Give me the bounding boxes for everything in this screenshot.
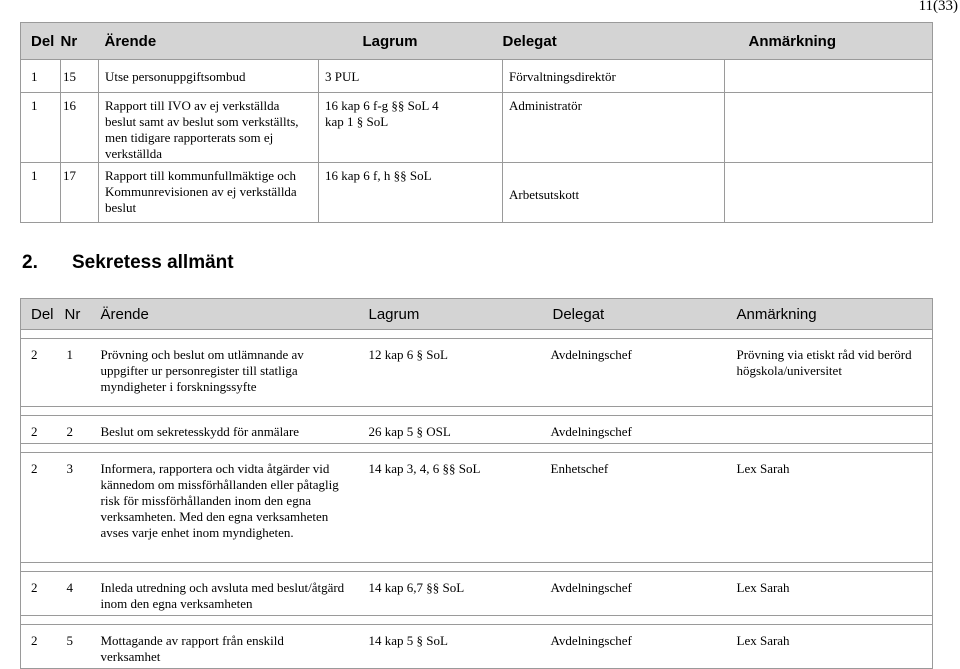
cell-arende: Prövning och beslut om utlämnande av uppgifter ur personregister till statliga myndigheter i forskningssyfte <box>101 339 369 407</box>
header-arende: Ärende <box>101 299 369 330</box>
table-header-row <box>21 23 933 60</box>
header-anmarkning: Anmärkning <box>725 23 933 60</box>
cell-anmarkning <box>725 163 933 223</box>
cell-del: 1 <box>21 93 61 163</box>
cell-delegat: Avdelningschef <box>551 416 737 444</box>
header-delegat: Delegat <box>551 299 737 330</box>
header-del: Del <box>21 299 61 330</box>
cell-del: 2 <box>21 339 61 407</box>
delegation-table-2 <box>20 298 933 669</box>
cell-nr: 17 <box>61 163 99 223</box>
cell-lagrum: 14 kap 5 § SoL <box>369 625 551 669</box>
cell-arende: Informera, rapportera och vidta åtgärder vid kännedom om missförhållanden eller påtaglig risk för missförhållanden inom den egna verksamheten. Med den egna verksamheten avses varje enhet inom myndigheten. <box>101 453 369 563</box>
table-row <box>21 60 933 93</box>
table-row <box>21 163 933 223</box>
cell-del: 2 <box>21 625 61 669</box>
cell-lagrum: 14 kap 3, 4, 6 §§ SoL <box>369 453 551 563</box>
cell-lagrum: 14 kap 6,7 §§ SoL <box>369 572 551 616</box>
header-lagrum: Lagrum <box>319 23 503 60</box>
table-header-row <box>21 299 933 330</box>
cell-anmarkning <box>737 416 933 444</box>
cell-nr: 2 <box>61 416 101 444</box>
section-number: 2. <box>22 252 38 273</box>
header-anmarkning: Anmärkning <box>737 299 933 330</box>
cell-anmarkning <box>725 93 933 163</box>
cell-nr: 3 <box>61 453 101 563</box>
table-row <box>21 416 933 444</box>
cell-nr: 16 <box>61 93 99 163</box>
page-number: 11(33) <box>918 0 958 14</box>
cell-delegat: Administratör <box>503 93 725 163</box>
cell-anmarkning: Lex Sarah <box>737 625 933 669</box>
cell-nr: 5 <box>61 625 101 669</box>
cell-arende: Rapport till IVO av ej verkställda beslut samt av beslut som verkställts, men tidigare rapporterats som ej verkställda <box>99 93 319 163</box>
cell-anmarkning: Lex Sarah <box>737 453 933 563</box>
cell-lagrum: 3 PUL <box>319 60 503 93</box>
table-row <box>21 453 933 563</box>
header-nr: Nr <box>61 23 99 60</box>
delegation-table-1 <box>20 22 933 223</box>
cell-del: 1 <box>21 60 61 93</box>
cell-arende: Beslut om sekretesskydd för anmälare <box>101 416 369 444</box>
table-row <box>21 93 933 163</box>
section-heading <box>22 252 234 274</box>
cell-delegat: Avdelningschef <box>551 339 737 407</box>
cell-arende: Inleda utredning och avsluta med beslut/åtgärd inom den egna verksamheten <box>101 572 369 616</box>
header-arende: Ärende <box>99 23 319 60</box>
section-title: Sekretess allmänt <box>72 252 234 273</box>
cell-lagrum: 16 kap 6 f, h §§ SoL <box>319 163 503 223</box>
cell-lagrum: 16 kap 6 f-g §§ SoL 4 kap 1 § SoL <box>319 93 503 163</box>
cell-lagrum: 26 kap 5 § OSL <box>369 416 551 444</box>
table-row <box>21 339 933 407</box>
header-lagrum: Lagrum <box>369 299 551 330</box>
cell-lagrum: 12 kap 6 § SoL <box>369 339 551 407</box>
cell-del: 2 <box>21 453 61 563</box>
header-nr: Nr <box>61 299 101 330</box>
cell-del: 2 <box>21 416 61 444</box>
header-del: Del <box>21 23 61 60</box>
cell-del: 2 <box>21 572 61 616</box>
cell-anmarkning: Lex Sarah <box>737 572 933 616</box>
cell-delegat: Avdelningschef <box>551 572 737 616</box>
cell-nr: 4 <box>61 572 101 616</box>
cell-nr: 1 <box>61 339 101 407</box>
cell-arende: Rapport till kommunfullmäktige och Kommunrevisionen av ej verkställda beslut <box>99 163 319 223</box>
cell-delegat: Förvaltningsdirektör <box>503 60 725 93</box>
header-delegat: Delegat <box>503 23 725 60</box>
cell-arende: Utse personuppgiftsombud <box>99 60 319 93</box>
cell-delegat: Avdelningschef <box>551 625 737 669</box>
cell-delegat: Arbetsutskott <box>503 163 725 223</box>
cell-arende: Mottagande av rapport från enskild verksamhet <box>101 625 369 669</box>
table-row <box>21 572 933 616</box>
cell-del: 1 <box>21 163 61 223</box>
cell-delegat: Enhetschef <box>551 453 737 563</box>
cell-anmarkning <box>725 60 933 93</box>
cell-anmarkning: Prövning via etiskt råd vid berörd högskola/universitet <box>737 339 933 407</box>
cell-nr: 15 <box>61 60 99 93</box>
